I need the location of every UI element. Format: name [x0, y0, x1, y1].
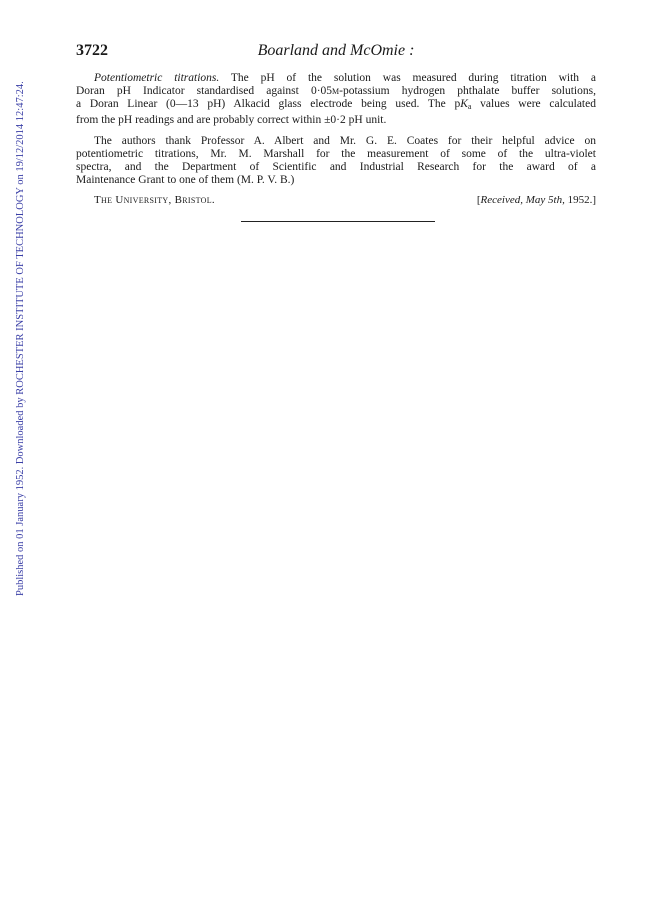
bracket: [	[476, 194, 481, 206]
text-line: spectra, and the Department of Scientific and Industrial Research for the award of a	[76, 161, 596, 174]
text-run: a Doran Linear (0—13 pH) Alkacid glass electrode being used. The p	[76, 98, 461, 111]
text-line: potentiometric titrations, Mr. M. Marshall for the measurement of some of the ultra-violet	[76, 148, 596, 161]
received-date	[477, 194, 596, 206]
affiliation: The University, Bristol.	[94, 194, 215, 206]
end-of-article-rule	[241, 221, 435, 222]
page-header	[76, 42, 596, 62]
text-run: values were calculated	[471, 98, 596, 111]
text-line: The authors thank Professor A. Albert and Mr. G. E. Coates for their helpful advice on	[94, 134, 596, 147]
text-run: Doran pH Indicator standardised against 0·05	[76, 85, 333, 98]
article-body	[76, 72, 596, 188]
text-line: from the pH readings and are probably correct within ±0·2 pH unit.	[76, 113, 387, 126]
received-label: Received, May 5th,	[480, 194, 565, 206]
molarity-symbol: m	[332, 85, 340, 98]
pka-subscript: a	[467, 102, 472, 112]
paragraph-potentiometric-titrations	[76, 72, 596, 127]
received-year: 1952.]	[564, 194, 596, 206]
pka-symbol: K	[460, 98, 468, 111]
text-line: Maintenance Grant to one of them (M. P. V. B.)	[76, 174, 295, 187]
running-head: Boarland and McOmie :	[257, 42, 415, 59]
paragraph-acknowledgements	[76, 135, 596, 188]
download-watermark: Published on 01 January 1952. Downloaded by ROCHESTER INSTITUTE OF TECHNOLOGY on 19/12/2014 12:47:24.	[15, 81, 26, 596]
text-line	[76, 85, 596, 98]
page-number: 3722	[76, 42, 108, 59]
text-line	[76, 98, 596, 113]
text-line	[76, 72, 596, 85]
section-heading: Potentiometric titrations.	[94, 72, 220, 84]
text-run: The pH of the solution was measured during titration with a	[219, 72, 596, 84]
text-run: -potassium hydrogen phthalate buffer solutions,	[339, 85, 596, 98]
